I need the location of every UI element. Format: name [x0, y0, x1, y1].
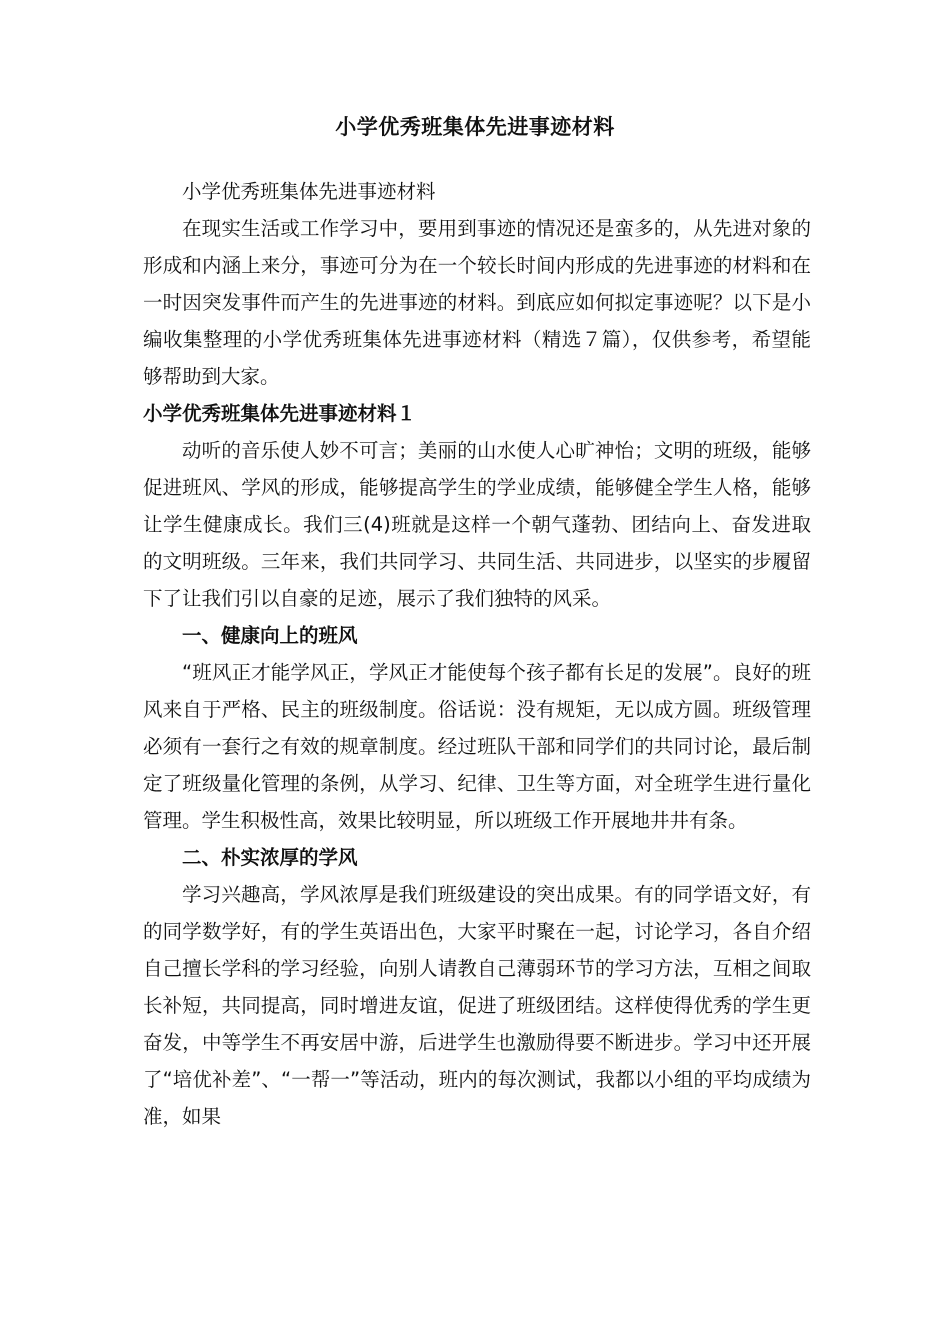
paragraph-class-overview: 动听的音乐使人妙不可言；美丽的山水使人心旷神怡；文明的班级，能够促进班风、学风的形成，能够提高学生的学业成绩，能够健全学生人格，能够让学生健康成长。我们三(4)班就是这样一个朝气蓬勃、团结向上、奋发进取的文明班级。三年来，我们共同学习、共同生活、共同进步，以坚实的步履留下了让我们引以自豪的足迹，展示了我们独特的风采。: [143, 439, 811, 610]
intro-repeat-title: 小学优秀班集体先进事迹材料: [182, 180, 436, 203]
document-body: [143, 173, 811, 1135]
paragraph-class-spirit: “班风正才能学风正，学风正才能使每个孩子都有长足的发展”。良好的班风来自于严格、民主的班级制度。俗话说：没有规矩，无以成方圆。班级管理必须有一套行之有效的规章制度。经过班队干部和同学们的共同讨论，最后制定了班级量化管理的条例，从学习、纪律、卫生等方面，对全班学生进行量化管理。学生积极性高，效果比较明显，所以班级工作开展地井井有条。: [143, 661, 811, 832]
subheading-study-atmosphere: 二、朴实浓厚的学风: [182, 846, 358, 869]
section-heading-1: 小学优秀班集体先进事迹材料１: [143, 402, 417, 425]
subheading-class-spirit: 一、健康向上的班风: [182, 624, 358, 647]
paragraph-study-atmosphere: 学习兴趣高，学风浓厚是我们班级建设的突出成果。有的同学语文好，有的同学数学好，有的学生英语出色，大家平时聚在一起，讨论学习，各自介绍自己擅长学科的学习经验，向别人请教自己薄弱环节的学习方法，互相之间取长补短，共同提高，同时增进友谊，促进了班级团结。这样使得优秀的学生更奋发，中等学生不再安居中游，后进学生也激励得要不断进步。学习中还开展了“培优补差”、“一帮一”等活动，班内的每次测试，我都以小组的平均成绩为准，如果: [143, 883, 811, 1128]
document-title: 小学优秀班集体先进事迹材料: [335, 115, 615, 139]
intro-paragraph: 在现实生活或工作学习中，要用到事迹的情况还是蛮多的，从先进对象的形成和内涵上来分，事迹可分为在一个较长时间内形成的先进事迹的材料和在一时因突发事件而产生的先进事迹的材料。到底应如何拟定事迹呢？以下是小编收集整理的小学优秀班集体先进事迹材料（精选７篇），仅供参考，希望能够帮助到大家。: [143, 217, 811, 388]
